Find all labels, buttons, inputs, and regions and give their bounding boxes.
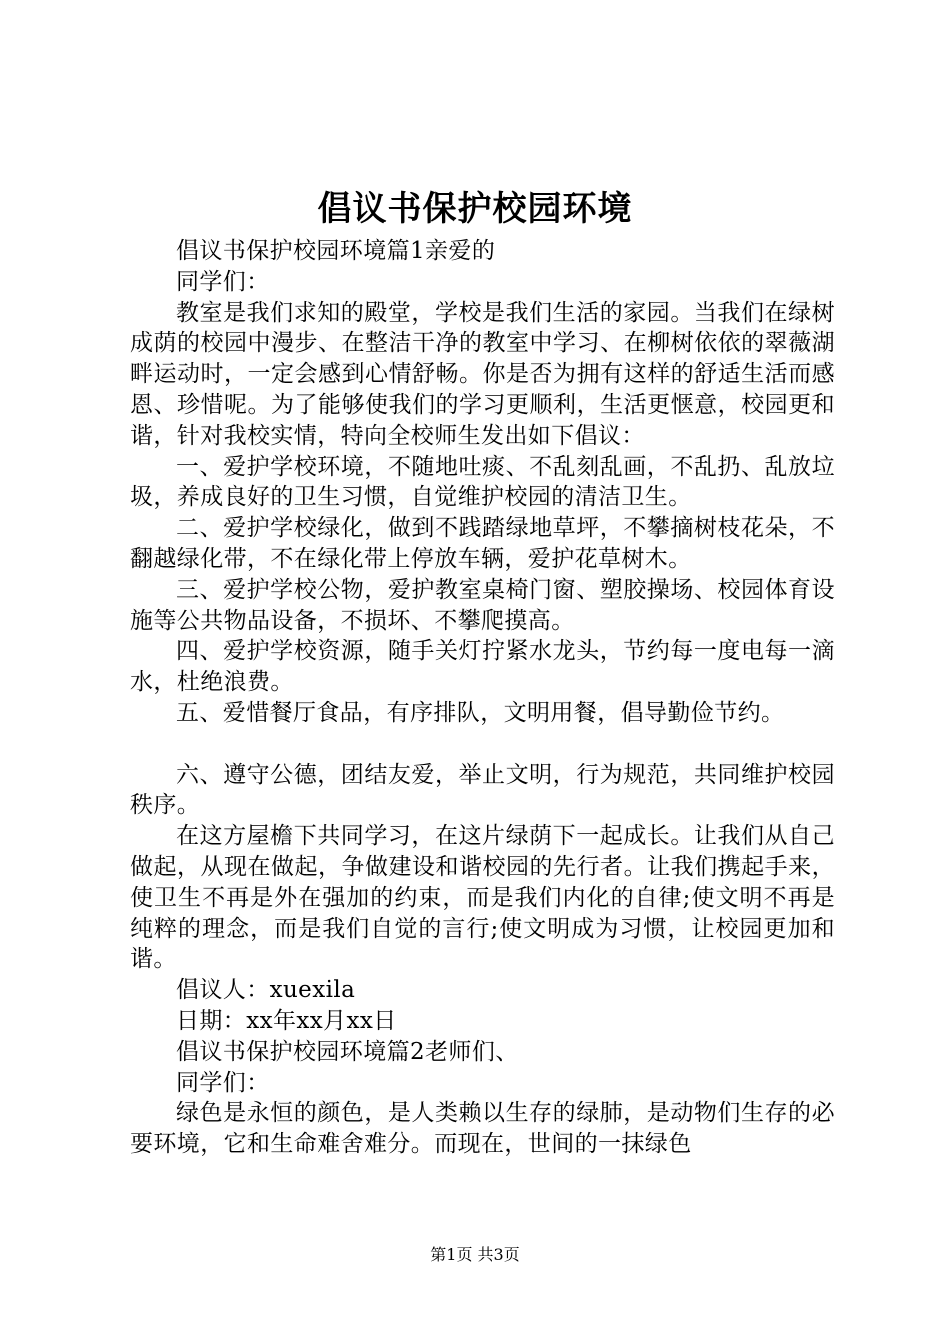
- document-body: [130, 236, 835, 1160]
- paragraph-part2-intro: 绿色是永恒的颜色，是人类赖以生存的绿肺，是动物们生存的必要环境，它和生命难舍难分。而现在，世间的一抹绿色: [130, 1100, 835, 1158]
- paragraph-intro: 教室是我们求知的殿堂，学校是我们生活的家园。当我们在绿树成荫的校园中漫步、在整洁干净的教室中学习、在柳树依依的翠薇湖畔运动时，一定会感到心情舒畅。你是否为拥有这样的舒适生活而感恩、珍惜呢。为了能够使我们的学习更顺利，生活更惬意，校园更和谐，针对我校实情，特向全校师生发出如下倡议：: [130, 299, 835, 449]
- paragraph-closing: 在这方屋檐下共同学习，在这片绿荫下一起成长。让我们从自己做起，从现在做起，争做建设和谐校园的先行者。让我们携起手来，使卫生不再是外在强加的约束，而是我们内化的自律;使文明不再是纯粹的理念，而是我们自觉的言行;使文明成为习惯，让校园更加和谐。: [130, 823, 835, 973]
- document-title: 倡议书保护校园环境: [317, 189, 633, 229]
- paragraph-salutation-1: 同学们：: [176, 268, 270, 295]
- paragraph-salutation-2: 同学们：: [176, 1069, 270, 1096]
- paragraph-item-6: 六、遵守公德，团结友爱，举止文明，行为规范，共同维护校园秩序。: [130, 761, 835, 819]
- paragraph-heading-1: 倡议书保护校园环境篇1亲爱的: [176, 238, 496, 264]
- paragraph-item-2: 二、爱护学校绿化，做到不践踏绿地草坪，不攀摘树枝花朵，不翻越绿化带，不在绿化带上停放车辆，爱护花草树木。: [130, 515, 835, 572]
- paragraph-spacer: [130, 729, 835, 760]
- paragraph-heading-2: 倡议书保护校园环境篇2老师们、: [176, 1038, 519, 1065]
- paragraph-item-3: 三、爱护学校公物，爱护教室桌椅门窗、塑胶操场、校园体育设施等公共物品设备，不损坏、不攀爬摸高。: [130, 576, 835, 634]
- paragraph-item-5: 五、爱惜餐厅食品，有序排队，文明用餐，倡导勤俭节约。: [176, 699, 785, 726]
- paragraph-date: 日期：xx年xx月xx日: [176, 1007, 397, 1034]
- page-number-footer: 第1页 共3页: [430, 1245, 520, 1264]
- paragraph-signer: 倡议人：xuexila: [176, 977, 356, 1004]
- paragraph-item-4: 四、爱护学校资源，随手关灯拧紧水龙头，节约每一度电每一滴水，杜绝浪费。: [130, 638, 835, 696]
- paragraph-item-1: 一、爱护学校环境，不随地吐痰、不乱刻乱画，不乱扔、乱放垃圾，养成良好的卫生习惯，自觉维护校园的清洁卫生。: [130, 453, 835, 511]
